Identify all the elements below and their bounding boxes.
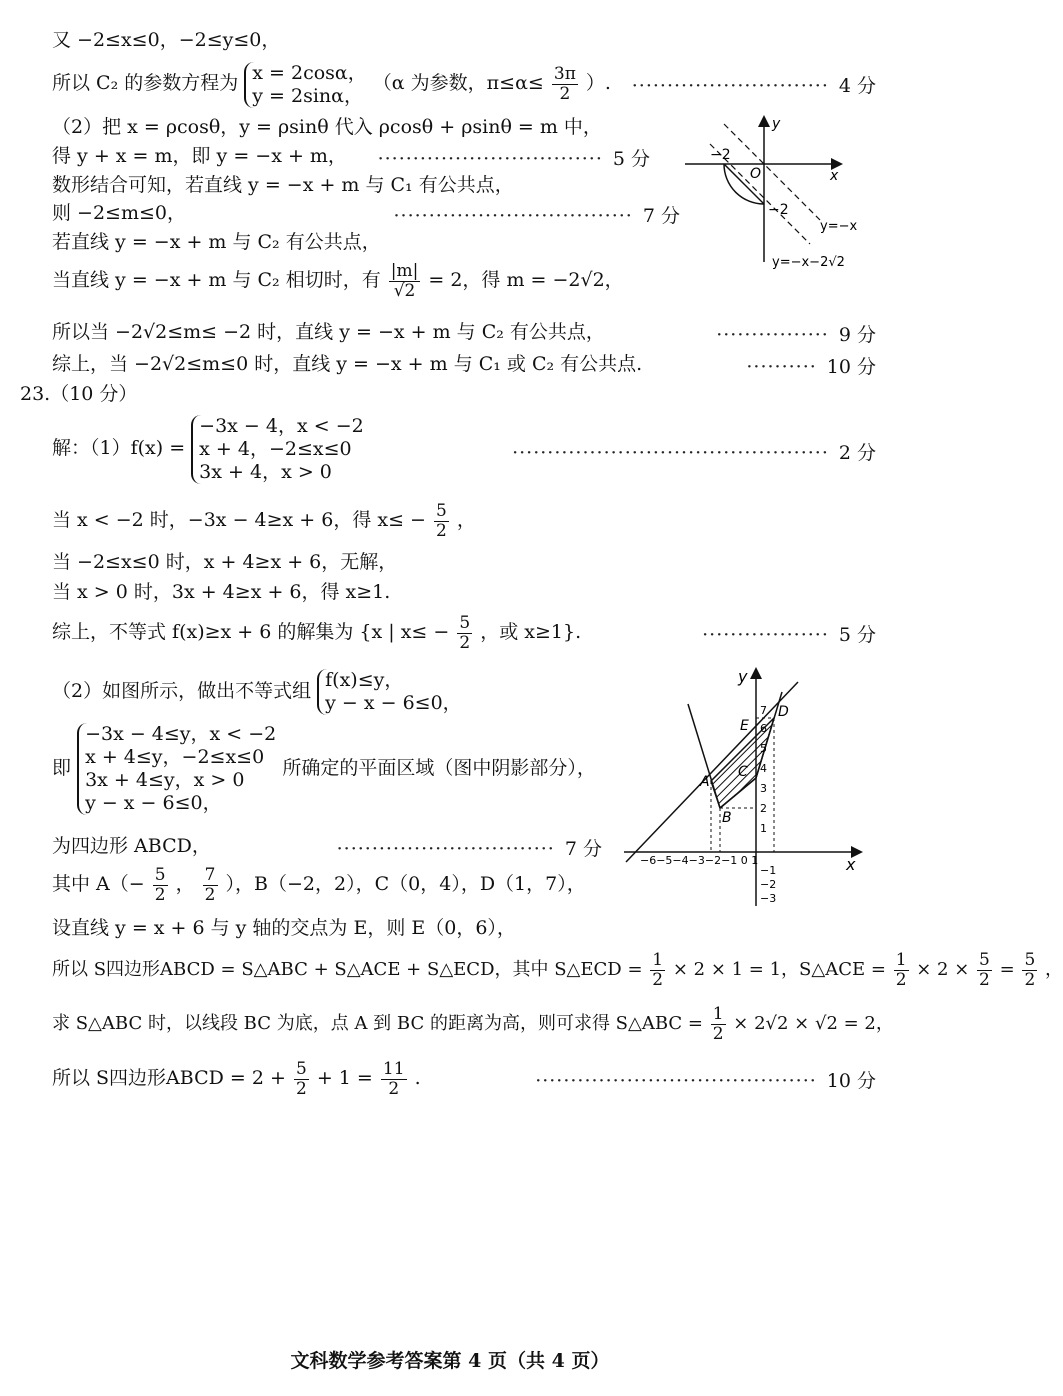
numerator: 5 bbox=[459, 612, 471, 633]
text-span: × 2√2 × √2 = 2， bbox=[733, 1013, 894, 1034]
fraction bbox=[381, 1060, 407, 1099]
text-span: × 2 × 1 = 1，S△ACE = bbox=[672, 959, 886, 980]
text-span: 所以 S四边形ABCD = 2 + bbox=[52, 1067, 286, 1089]
text-line: 所以当 −2√2≤m≤ −2 时，直线 y = −x + m 与 C₂ 有公共点， bbox=[52, 321, 605, 343]
score: ·········· 10 分 bbox=[746, 356, 876, 378]
text-line: （2）把 x = ρcosθ，y = ρsinθ 代入 ρcosθ + ρsinθ = m 中， bbox=[52, 116, 602, 138]
score: ·················· 5 分 bbox=[702, 624, 876, 646]
score: ································ 5 分 bbox=[377, 148, 650, 170]
y-tick-1: 1 bbox=[760, 822, 767, 835]
numerator: 11 bbox=[382, 1058, 405, 1079]
numerator: 3π bbox=[553, 63, 576, 84]
text-line: 综上，当 −2√2≤m≤0 时，直线 y = −x + m 与 C₁ 或 C₂ 有公共点. bbox=[52, 353, 643, 375]
fraction bbox=[552, 65, 578, 104]
y-tick-6: 6 bbox=[760, 722, 767, 735]
text-line: 设直线 y = x + 6 与 y 轴的交点为 E，则 E（0，6）， bbox=[52, 917, 516, 939]
y-tick-2: 2 bbox=[760, 802, 767, 815]
score-value: 9 分 bbox=[838, 324, 876, 346]
inequality: f(x)≤y， bbox=[325, 669, 404, 691]
text-span: ），B（−2，2），C（0，4），D（1，7）， bbox=[225, 873, 586, 895]
equation: 3x + 4，x > 0 bbox=[199, 460, 332, 483]
text-span: 所以 C₂ 的参数方程为 bbox=[52, 72, 239, 94]
fraction bbox=[294, 1060, 309, 1099]
denominator: 2 bbox=[204, 884, 216, 905]
numerator: 5 bbox=[979, 949, 990, 970]
text-line: 又 −2≤x≤0，−2≤y≤0， bbox=[52, 29, 281, 51]
numerator: 7 bbox=[204, 864, 216, 885]
text-line: 得 y + x = m，即 y = −x + m， bbox=[52, 145, 347, 167]
text-span: 当 x < −2 时，−3x − 4≥x + 6，得 x≤ − bbox=[52, 509, 426, 531]
text-line bbox=[52, 862, 586, 906]
text-span: ， bbox=[175, 873, 195, 895]
inequality-system bbox=[317, 669, 462, 715]
text-line bbox=[52, 410, 364, 486]
inequality: y − x − 6≤0， bbox=[325, 692, 462, 714]
equation: x = 2cosα， bbox=[252, 61, 367, 84]
inequality: 3x + 4≤y，x > 0 bbox=[85, 769, 245, 791]
text-span: 其中 A（− bbox=[52, 873, 145, 895]
score-value: 4 分 bbox=[838, 75, 876, 97]
equation: y = 2sinα， bbox=[252, 84, 363, 107]
fraction bbox=[977, 951, 992, 990]
text-line: 则 −2≤m≤0， bbox=[52, 202, 186, 224]
fraction bbox=[434, 502, 449, 541]
fraction bbox=[153, 866, 168, 905]
denominator: √2 bbox=[393, 280, 416, 301]
text-line bbox=[52, 612, 581, 653]
denominator: 2 bbox=[559, 83, 571, 104]
text-span: 综上，不等式 f(x)≥x + 6 的解集为 {x | x≤ − bbox=[52, 621, 450, 643]
text-span: 所以 S四边形ABCD = S△ABC + S△ACE + S△ECD，其中 S△ECD = bbox=[52, 959, 643, 980]
denominator: 2 bbox=[459, 632, 471, 653]
question-number: 23.（10 分） bbox=[20, 383, 138, 405]
y-tick-neg2: −2 bbox=[760, 878, 777, 891]
point-e: E bbox=[740, 718, 749, 734]
denominator: 2 bbox=[1024, 969, 1036, 990]
point-b: B bbox=[722, 810, 732, 826]
text-line bbox=[52, 60, 611, 108]
point-d: D bbox=[778, 704, 789, 720]
score-value: 7 分 bbox=[564, 838, 602, 860]
equation: −3x − 4，x < −2 bbox=[199, 414, 364, 437]
denominator: 2 bbox=[295, 1078, 307, 1099]
text-span: 即 bbox=[52, 757, 72, 779]
numerator: 1 bbox=[652, 949, 664, 970]
label-y: y bbox=[738, 667, 748, 686]
text-span: 求 S△ABC 时，以线段 BC 为底，点 A 到 BC 的距离为高，则可求得 S△ABC = bbox=[52, 1013, 703, 1034]
text-line bbox=[52, 260, 624, 301]
score-value: 7 分 bbox=[642, 205, 680, 227]
inequality: −3x − 4≤y，x < −2 bbox=[85, 723, 277, 745]
point-c: C bbox=[738, 764, 748, 780]
numerator: |m| bbox=[390, 260, 419, 281]
y-tick-neg1: −1 bbox=[760, 864, 777, 877]
label-line1: y=−x bbox=[820, 219, 858, 234]
denominator: 2 bbox=[712, 1023, 724, 1044]
denominator: 2 bbox=[979, 969, 990, 990]
inequality: x + 4≤y，−2≤x≤0 bbox=[85, 746, 265, 768]
score: ················ 9 分 bbox=[716, 324, 876, 346]
text-span: 所确定的平面区域（图中阴影部分）， bbox=[282, 757, 596, 779]
text-span: 当直线 y = −x + m 与 C₂ 相切时，有 bbox=[52, 269, 381, 291]
text-span: ，或 x≥1}. bbox=[480, 621, 582, 643]
text-line bbox=[52, 500, 476, 541]
label-x: x bbox=[846, 855, 856, 874]
equation: x + 4，−2≤x≤0 bbox=[199, 437, 352, 460]
inequality-system bbox=[77, 723, 276, 815]
score: ···························· 4 分 bbox=[631, 75, 876, 97]
text-line bbox=[52, 948, 1063, 992]
denominator: 2 bbox=[436, 520, 447, 541]
score-value: 5 分 bbox=[612, 148, 650, 170]
fraction bbox=[457, 614, 472, 653]
label-line2: y=−x−2√2 bbox=[772, 255, 845, 270]
equation-system bbox=[244, 62, 366, 108]
denominator: 2 bbox=[154, 884, 166, 905]
text-line bbox=[52, 718, 596, 818]
text-line bbox=[52, 1002, 894, 1046]
numerator: 5 bbox=[154, 864, 166, 885]
label-origin: O bbox=[750, 166, 762, 182]
numerator: 5 bbox=[1024, 949, 1036, 970]
text-span: （α 为参数，π≤α≤ bbox=[372, 72, 544, 94]
label-x: x bbox=[830, 168, 839, 184]
y-tick-4: 4 bbox=[760, 762, 767, 775]
score: ············································· 2 分 bbox=[512, 442, 876, 464]
fraction bbox=[1022, 951, 1037, 990]
text-span: × 2 × bbox=[916, 959, 970, 980]
fraction bbox=[203, 866, 218, 905]
figure-shaded-region bbox=[620, 664, 870, 914]
score: ······························· 7 分 bbox=[336, 838, 602, 860]
label-y: y bbox=[772, 116, 781, 132]
y-tick-neg3: −3 bbox=[760, 892, 777, 905]
label-neg2-y: −2 bbox=[768, 202, 789, 218]
score-value: 10 分 bbox=[826, 1070, 876, 1092]
text-span: 解：（1）f(x) = bbox=[52, 437, 186, 459]
label-neg2-x: −2 bbox=[710, 147, 731, 163]
x-tick-labels: −6−5−4−3−2−1 0 1 bbox=[640, 854, 759, 867]
fraction bbox=[894, 951, 909, 990]
text-line bbox=[52, 668, 462, 715]
page-footer: 文科数学参考答案第 4 页（共 4 页） bbox=[290, 1350, 610, 1372]
inequality: y − x − 6≤0， bbox=[85, 792, 222, 814]
text-line: 若直线 y = −x + m 与 C₂ 有公共点， bbox=[52, 231, 381, 253]
text-line bbox=[52, 1056, 421, 1100]
text-line: 当 x > 0 时，3x + 4≥x + 6，得 x≥1. bbox=[52, 581, 391, 603]
text-span: = bbox=[999, 959, 1015, 980]
numerator: 5 bbox=[436, 500, 447, 521]
line-y-eq-x-plus-6 bbox=[626, 682, 798, 862]
point-a: A bbox=[700, 774, 710, 790]
score: ·································· 7 分 bbox=[393, 205, 680, 227]
y-tick-7: 7 bbox=[760, 704, 767, 717]
denominator: 2 bbox=[895, 969, 907, 990]
y-tick-3: 3 bbox=[760, 782, 767, 795]
denominator: 2 bbox=[388, 1078, 400, 1099]
denominator: 2 bbox=[652, 969, 664, 990]
fraction bbox=[650, 951, 665, 990]
score-value: 5 分 bbox=[838, 624, 876, 646]
fraction bbox=[711, 1005, 726, 1044]
text-span: + 1 = bbox=[316, 1067, 373, 1089]
text-line: 数形结合可知，若直线 y = −x + m 与 C₁ 有公共点， bbox=[52, 174, 514, 196]
text-span: . bbox=[414, 1067, 421, 1089]
score-value: 2 分 bbox=[838, 442, 876, 464]
numerator: 1 bbox=[895, 949, 907, 970]
text-span: ， bbox=[1045, 959, 1063, 980]
text-span: ）. bbox=[585, 72, 611, 94]
text-span: ， bbox=[456, 509, 476, 531]
score: ········································ 10 分 bbox=[535, 1070, 876, 1092]
numerator: 1 bbox=[712, 1003, 724, 1024]
y-tick-5: 5 bbox=[760, 742, 767, 755]
piecewise-function bbox=[191, 415, 364, 484]
fraction bbox=[389, 262, 421, 301]
figure-circle-tangent bbox=[680, 112, 880, 272]
text-span: （2）如图所示，做出不等式组 bbox=[52, 680, 312, 702]
text-span: = 2，得 m = −2√2， bbox=[428, 269, 624, 291]
text-line: 当 −2≤x≤0 时，x + 4≥x + 6，无解， bbox=[52, 551, 398, 573]
brace bbox=[244, 61, 366, 108]
numerator: 5 bbox=[295, 1058, 307, 1079]
text-line: 为四边形 ABCD， bbox=[52, 835, 211, 857]
score-value: 10 分 bbox=[826, 356, 876, 378]
